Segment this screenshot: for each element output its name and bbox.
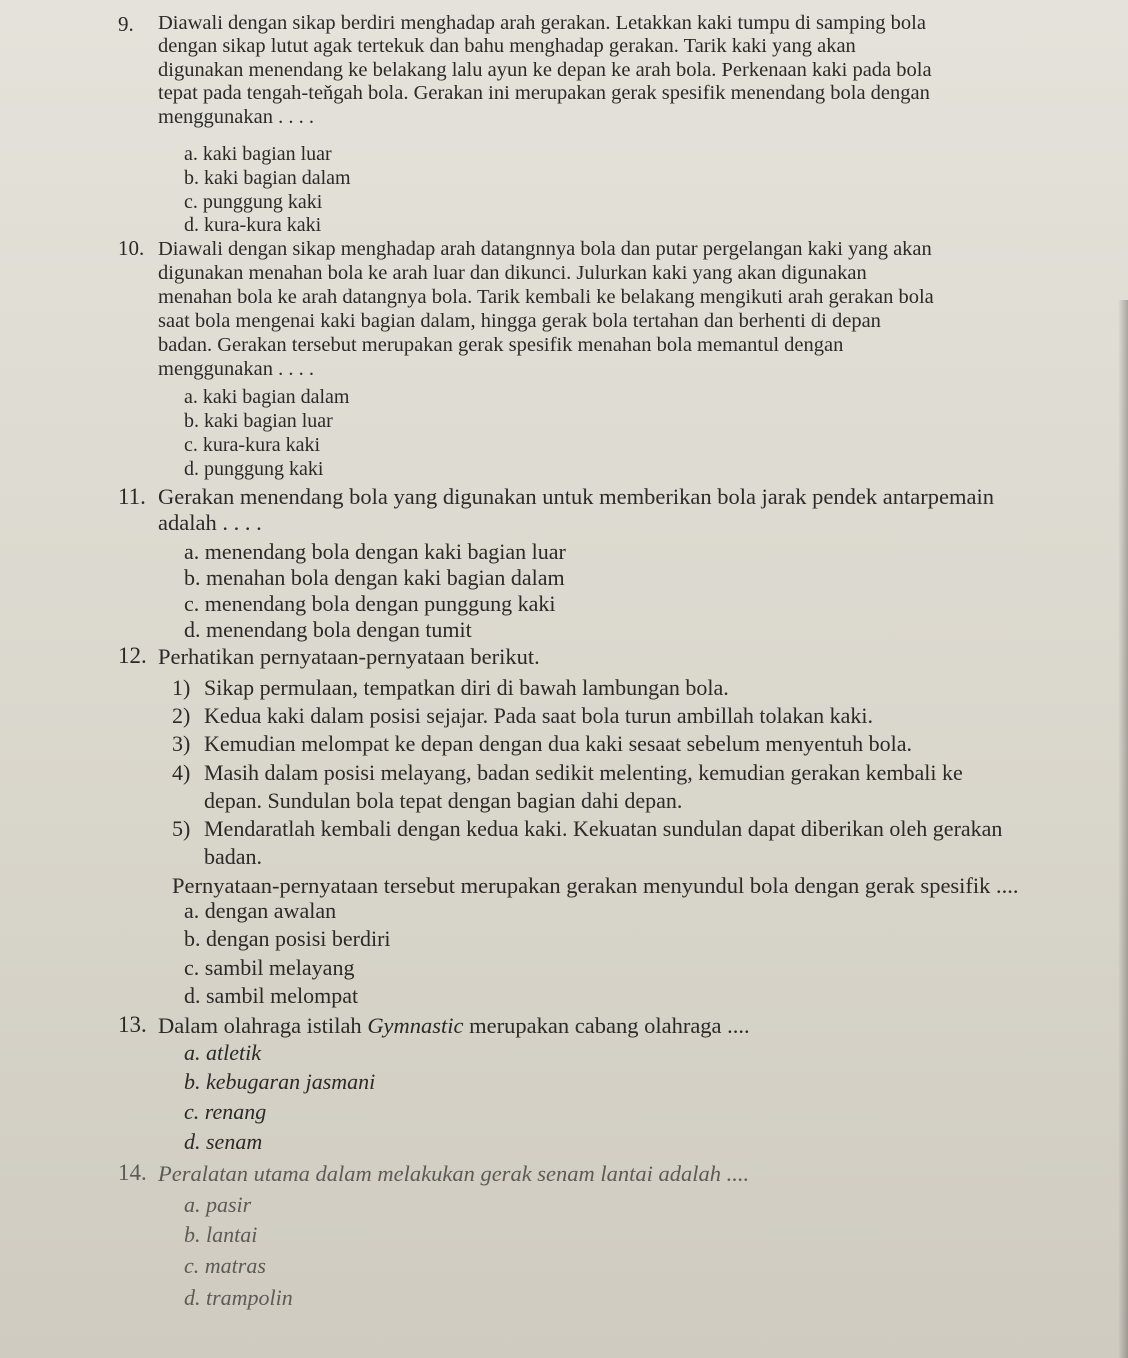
stem-line: adalah . . . .	[158, 510, 262, 535]
statement-4	[172, 759, 1098, 815]
option-b: b. kaki bagian dalam	[184, 167, 351, 189]
stem-line: Diawali dengan sikap menghadap arah datangnnya bola dan putar pergelangan kaki yang akan	[158, 238, 932, 260]
statement-text: badan.	[204, 844, 263, 869]
question-stem	[158, 12, 1088, 129]
stem-text: Dalam olahraga istilah	[158, 1013, 368, 1038]
option-b: b. lantai	[184, 1222, 258, 1247]
question-number: 12.	[118, 643, 147, 668]
option-d: d. menendang bola dengan tumit	[184, 617, 472, 642]
statement-number: 4)	[172, 760, 191, 785]
stem-line: digunakan menahan bola ke arah luar dan dikunci. Julurkan kaki yang akan digunakan	[158, 262, 867, 284]
question-number: 11.	[118, 484, 146, 509]
option-b: b. kebugaran jasmani	[184, 1069, 376, 1094]
option-c: c. menendang bola dengan punggung kaki	[184, 591, 556, 616]
stem-line: menggunakan . . . .	[158, 105, 314, 128]
statement-number: 3)	[172, 731, 191, 756]
statement-2	[172, 702, 1098, 730]
option-d: d. senam	[184, 1129, 263, 1154]
stem-line: Gerakan menendang bola yang digunakan untuk memberikan bola jarak pendek antarpemain	[158, 484, 994, 509]
statement-text: depan. Sundulan bola tepat dengan bagian dahi depan.	[204, 788, 683, 813]
statement-number: 2)	[172, 703, 191, 728]
question-prompt: Pernyataan-pernyataan tersebut merupakan gerakan menyundul bola dengan gerak spesifik ....	[172, 873, 1019, 898]
question-number: 9.	[118, 12, 134, 36]
option-d: d. punggung kaki	[184, 458, 324, 480]
question-number: 14.	[118, 1160, 147, 1185]
stem-line: dengan sikap lutut agak tertekuk dan bahu menghadap gerakan. Tarik kaki yang akan	[158, 35, 856, 58]
stem-line: tepat pada tengah-teňgah bola. Gerakan ini merupakan gerak spesifik menendang bola dengan	[158, 82, 930, 105]
question-stem	[158, 484, 1088, 536]
option-a: a. menendang bola dengan kaki bagian luar	[184, 539, 566, 564]
stem-line: menahan bola ke arah datangnya bola. Tarik kembali ke belakang mengikuti arah gerakan bola	[158, 286, 934, 308]
statement-1	[172, 674, 1098, 702]
statement-3	[172, 730, 1098, 758]
stem-line: menggunakan . . . .	[158, 358, 314, 380]
stem-line: Diawali dengan sikap berdiri menghadap arah gerakan. Letakkan kaki tumpu di samping bola	[158, 12, 926, 34]
statement-text: Mendaratlah kembali dengan kedua kaki. Kekuatan sundulan dapat diberikan oleh gerakan	[204, 816, 1003, 841]
stem-line: badan. Gerakan tersebut merupakan gerak spesifik menahan bola memantul dengan	[158, 334, 844, 356]
option-c: c. renang	[184, 1099, 267, 1124]
option-c: c. matras	[184, 1253, 266, 1278]
question-intro: Perhatikan pernyataan-pernyataan berikut.	[158, 644, 540, 669]
option-d: d. trampolin	[184, 1285, 293, 1310]
option-c: c. sambil melayang	[184, 955, 355, 980]
option-a: a. pasir	[184, 1192, 252, 1217]
statement-text: Kedua kaki dalam posisi sejajar. Pada saat bola turun ambillah tolakan kaki.	[204, 703, 873, 728]
option-b: b. kaki bagian luar	[184, 410, 333, 432]
stem-line: digunakan menendang ke belakang lalu ayun ke depan ke arah bola. Perkenaan kaki pada bola	[158, 58, 932, 81]
question-stem	[158, 1012, 1088, 1040]
option-c: c. punggung kaki	[184, 191, 323, 213]
question-number: 10.	[118, 236, 145, 260]
option-a: a. kaki bagian dalam	[184, 386, 350, 408]
statement-5	[172, 815, 1098, 871]
option-b: b. dengan posisi berdiri	[184, 926, 391, 951]
statement-number: 5)	[172, 816, 191, 841]
question-stem: Peralatan utama dalam melakukan gerak senam lantai adalah ....	[158, 1161, 750, 1186]
statement-number: 1)	[172, 675, 191, 700]
option-c: c. kura-kura kaki	[184, 434, 321, 456]
option-a: a. dengan awalan	[184, 898, 337, 923]
statement-text: Masih dalam posisi melayang, badan sedikit melenting, kemudian gerakan kembali ke	[204, 760, 963, 785]
statement-text: Sikap permulaan, tempatkan diri di bawah lambungan bola.	[204, 675, 729, 700]
option-a: a. atletik	[184, 1040, 261, 1065]
question-number: 13.	[118, 1012, 147, 1037]
stem-line: saat bola mengenai kaki bagian dalam, hingga gerak bola tertahan dan berhenti di depan	[158, 310, 881, 332]
page-shadow	[1118, 300, 1128, 1358]
option-a: a. kaki bagian luar	[184, 143, 332, 165]
stem-italic-term: Gymnastic	[367, 1013, 464, 1038]
option-d: d. sambil melompat	[184, 983, 359, 1008]
stem-text: merupakan cabang olahraga ....	[463, 1013, 750, 1038]
statement-text: Kemudian melompat ke depan dengan dua kaki sesaat sebelum menyentuh bola.	[204, 731, 913, 756]
option-d: d. kura-kura kaki	[184, 214, 322, 236]
question-stem	[158, 237, 1088, 381]
option-b: b. menahan bola dengan kaki bagian dalam	[184, 565, 565, 590]
